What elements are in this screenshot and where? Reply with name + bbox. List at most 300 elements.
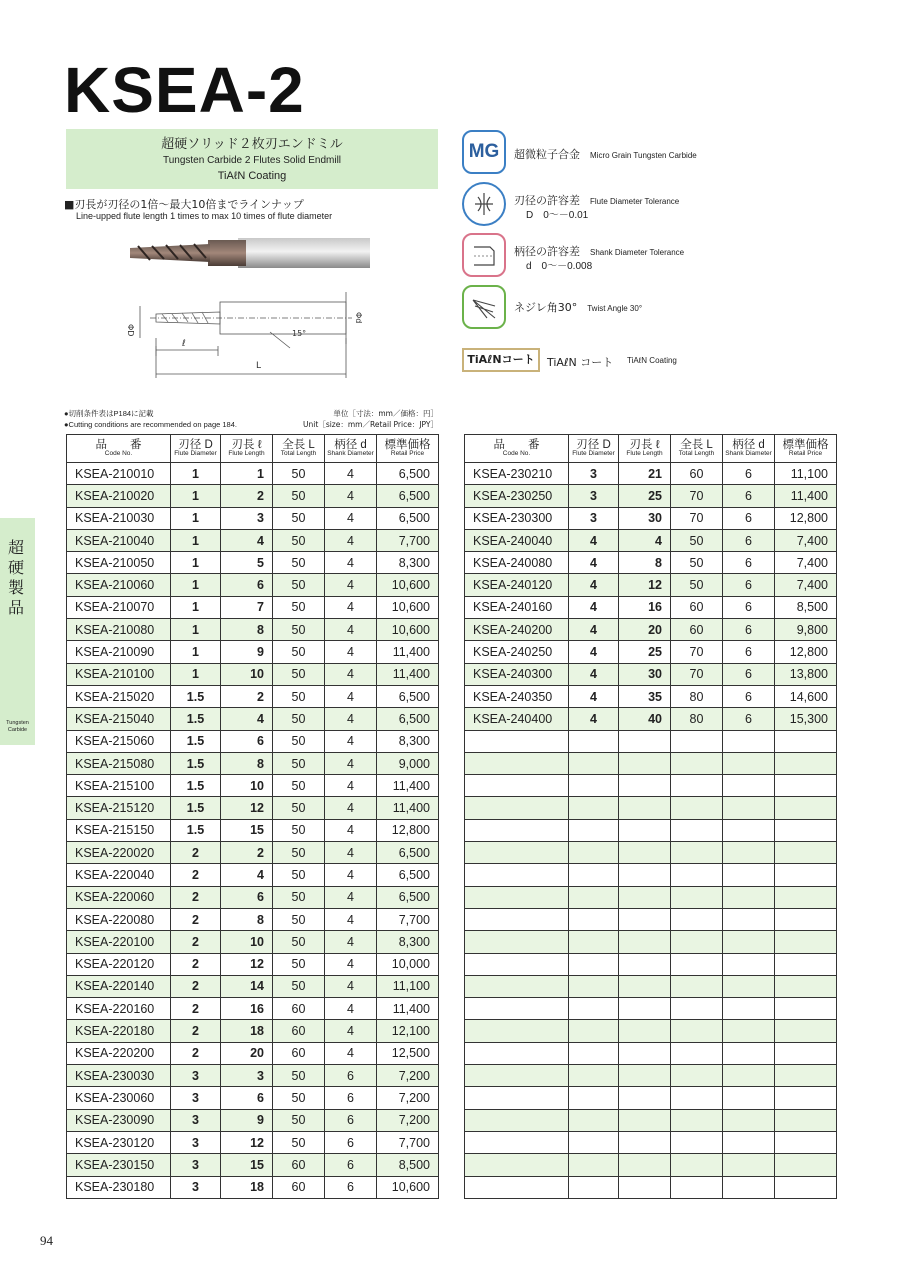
- total-length-cell: 50: [273, 1109, 325, 1131]
- price-cell: 12,800: [775, 641, 837, 663]
- spec-material-jp: 超微粒子合金: [514, 148, 580, 161]
- empty-cell: [465, 1020, 569, 1042]
- label-total-length: L: [256, 361, 262, 371]
- flute-length-cell: 12: [221, 953, 273, 975]
- total-length-cell: 50: [273, 864, 325, 886]
- flute-diameter-cell: 4: [569, 529, 619, 551]
- column-header: [377, 435, 439, 463]
- empty-cell: [569, 1176, 619, 1198]
- column-header-jp: 全長 L: [680, 439, 713, 452]
- flute-length-cell: 8: [221, 908, 273, 930]
- flute-diameter-cell: 2: [171, 953, 221, 975]
- flute-length-cell: 6: [221, 730, 273, 752]
- column-header: [325, 435, 377, 463]
- table-row: [67, 552, 439, 574]
- column-header: [221, 435, 273, 463]
- empty-cell: [465, 730, 569, 752]
- total-length-cell: 70: [671, 507, 723, 529]
- column-header-en: Shank Diameter: [725, 450, 772, 458]
- shank-diameter-cell: 6: [325, 1087, 377, 1109]
- empty-cell: [775, 1131, 837, 1153]
- price-cell: 11,400: [377, 775, 439, 797]
- empty-cell: [569, 775, 619, 797]
- flute-diameter-cell: 1: [171, 552, 221, 574]
- shank-diameter-cell: 6: [723, 485, 775, 507]
- total-length-cell: 50: [273, 1065, 325, 1087]
- empty-cell: [775, 819, 837, 841]
- shank-diameter-cell: 4: [325, 485, 377, 507]
- flute-length-cell: 12: [619, 574, 671, 596]
- total-length-cell: 50: [273, 908, 325, 930]
- table-row: [67, 619, 439, 641]
- flute-length-cell: 15: [221, 1154, 273, 1176]
- column-header: [723, 435, 775, 463]
- flute-diameter-cell: 4: [569, 574, 619, 596]
- code-cell: KSEA-220140: [67, 975, 171, 997]
- label-shank-diameter: Φd: [354, 312, 363, 324]
- table-body-right: [465, 463, 837, 1199]
- table-row: [465, 574, 837, 596]
- flute-length-cell: 6: [221, 574, 273, 596]
- price-cell: 6,500: [377, 864, 439, 886]
- note-en: ●Cutting conditions are recommended on page 184.: [64, 420, 237, 429]
- empty-row: [465, 1020, 837, 1042]
- feature-jp: ■刃長が刃径の1倍～最大10倍までラインナップ: [64, 198, 304, 211]
- empty-cell: [465, 1154, 569, 1176]
- empty-cell: [671, 1087, 723, 1109]
- flute-length-cell: 25: [619, 641, 671, 663]
- total-length-cell: 50: [273, 953, 325, 975]
- flute-diameter-cell: 3: [171, 1109, 221, 1131]
- code-cell: KSEA-230180: [67, 1176, 171, 1198]
- table-row: [67, 975, 439, 997]
- shank-diameter-cell: 4: [325, 507, 377, 529]
- empty-cell: [569, 842, 619, 864]
- twist-angle-svg: [469, 292, 499, 322]
- code-cell: KSEA-220080: [67, 908, 171, 930]
- empty-cell: [671, 775, 723, 797]
- price-cell: 7,200: [377, 1087, 439, 1109]
- code-cell: KSEA-220060: [67, 886, 171, 908]
- total-length-cell: 60: [671, 463, 723, 485]
- code-cell: KSEA-240250: [465, 641, 569, 663]
- table-row: [67, 596, 439, 618]
- endmill-photo: [130, 238, 370, 268]
- table-row: [67, 1176, 439, 1198]
- code-cell: KSEA-220180: [67, 1020, 171, 1042]
- shank-diameter-cell: 4: [325, 552, 377, 574]
- total-length-cell: 50: [273, 886, 325, 908]
- total-length-cell: 70: [671, 485, 723, 507]
- twist-angle-icon: [462, 285, 506, 329]
- price-cell: 11,100: [775, 463, 837, 485]
- flute-length-cell: 5: [221, 552, 273, 574]
- shank-diameter-cell: 4: [325, 1020, 377, 1042]
- code-cell: KSEA-210080: [67, 619, 171, 641]
- total-length-cell: 60: [273, 1042, 325, 1064]
- empty-cell: [465, 819, 569, 841]
- empty-cell: [465, 752, 569, 774]
- column-header-jp: 品 番: [493, 439, 540, 452]
- empty-cell: [465, 797, 569, 819]
- flute-diameter-cell: 1.5: [171, 752, 221, 774]
- empty-row: [465, 775, 837, 797]
- product-banner: [66, 129, 438, 189]
- coating-jp: TiAℓN コート: [547, 356, 614, 369]
- empty-cell: [775, 730, 837, 752]
- empty-cell: [569, 1042, 619, 1064]
- empty-row: [465, 1154, 837, 1176]
- code-cell: KSEA-230150: [67, 1154, 171, 1176]
- column-header-jp: 柄径 d: [732, 439, 765, 452]
- flute-diameter-cell: 3: [569, 485, 619, 507]
- flute-length-cell: 16: [221, 998, 273, 1020]
- price-cell: 6,500: [377, 708, 439, 730]
- flute-length-cell: 9: [221, 1109, 273, 1131]
- total-length-cell: 70: [671, 641, 723, 663]
- flute-diameter-cell: 4: [569, 552, 619, 574]
- code-cell: KSEA-220160: [67, 998, 171, 1020]
- total-length-cell: 50: [273, 507, 325, 529]
- total-length-cell: 80: [671, 685, 723, 707]
- table-row: [67, 998, 439, 1020]
- table-row: [67, 1065, 439, 1087]
- flute-diameter-cell: 4: [569, 619, 619, 641]
- empty-row: [465, 752, 837, 774]
- empty-cell: [619, 1109, 671, 1131]
- empty-cell: [671, 1109, 723, 1131]
- price-cell: 6,500: [377, 463, 439, 485]
- table-row: [67, 529, 439, 551]
- empty-cell: [723, 998, 775, 1020]
- empty-row: [465, 842, 837, 864]
- total-length-cell: 50: [273, 797, 325, 819]
- code-cell: KSEA-240350: [465, 685, 569, 707]
- shank-diameter-cell: 4: [325, 998, 377, 1020]
- empty-cell: [619, 730, 671, 752]
- spec-shank-tolerance-en: Shank Diameter Tolerance: [590, 248, 685, 257]
- table-row: [67, 752, 439, 774]
- empty-cell: [775, 752, 837, 774]
- price-cell: 7,200: [377, 1109, 439, 1131]
- empty-cell: [671, 752, 723, 774]
- flute-length-cell: 3: [221, 507, 273, 529]
- empty-cell: [619, 1042, 671, 1064]
- flute-length-cell: 3: [221, 1065, 273, 1087]
- total-length-cell: 50: [273, 552, 325, 574]
- empty-cell: [465, 1065, 569, 1087]
- price-cell: 7,400: [775, 552, 837, 574]
- empty-cell: [619, 931, 671, 953]
- empty-cell: [671, 1042, 723, 1064]
- table-row: [67, 507, 439, 529]
- empty-cell: [671, 1065, 723, 1087]
- column-header: [171, 435, 221, 463]
- shank-diameter-cell: 6: [325, 1154, 377, 1176]
- shank-tolerance-svg: [470, 241, 498, 269]
- code-cell: KSEA-230210: [465, 463, 569, 485]
- total-length-cell: 50: [273, 463, 325, 485]
- flute-length-cell: 1: [221, 463, 273, 485]
- empty-cell: [671, 908, 723, 930]
- spec-shank-tolerance-jp: 柄径の許容差: [514, 245, 580, 258]
- total-length-cell: 60: [273, 1154, 325, 1176]
- total-length-cell: 50: [273, 708, 325, 730]
- price-cell: 11,400: [377, 641, 439, 663]
- empty-cell: [723, 775, 775, 797]
- code-cell: KSEA-210010: [67, 463, 171, 485]
- empty-cell: [465, 775, 569, 797]
- empty-cell: [619, 752, 671, 774]
- empty-cell: [775, 886, 837, 908]
- empty-cell: [775, 1154, 837, 1176]
- code-cell: KSEA-230120: [67, 1131, 171, 1153]
- flute-length-cell: 6: [221, 1087, 273, 1109]
- column-header-en: Total Length: [280, 450, 317, 458]
- table-row: [67, 775, 439, 797]
- flute-length-cell: 21: [619, 463, 671, 485]
- flute-diameter-cell: 2: [171, 1020, 221, 1042]
- units: [300, 408, 438, 430]
- table-row: [67, 574, 439, 596]
- flute-length-cell: 35: [619, 685, 671, 707]
- price-cell: 7,200: [377, 1065, 439, 1087]
- flute-diameter-cell: 2: [171, 975, 221, 997]
- code-cell: KSEA-215150: [67, 819, 171, 841]
- flute-length-cell: 8: [221, 752, 273, 774]
- total-length-cell: 50: [273, 931, 325, 953]
- shank-diameter-cell: 4: [325, 641, 377, 663]
- spec-material-en: Micro Grain Tungsten Carbide: [590, 151, 697, 160]
- empty-cell: [569, 1065, 619, 1087]
- table-row: [67, 708, 439, 730]
- spec-twist-angle-en: Twist Angle 30°: [587, 304, 643, 313]
- flute-length-cell: 40: [619, 708, 671, 730]
- shank-diameter-cell: 6: [723, 641, 775, 663]
- flute-length-cell: 10: [221, 931, 273, 953]
- empty-cell: [723, 730, 775, 752]
- flute-length-cell: 20: [619, 619, 671, 641]
- shank-diameter-cell: 4: [325, 596, 377, 618]
- empty-cell: [619, 864, 671, 886]
- column-header-en: Flute Diameter: [174, 450, 217, 458]
- empty-row: [465, 1087, 837, 1109]
- shank-diameter-cell: 6: [723, 574, 775, 596]
- flute-length-cell: 4: [221, 529, 273, 551]
- flute-length-cell: 12: [221, 1131, 273, 1153]
- empty-cell: [465, 998, 569, 1020]
- total-length-cell: 50: [273, 485, 325, 507]
- empty-cell: [671, 1131, 723, 1153]
- total-length-cell: 50: [273, 1087, 325, 1109]
- code-cell: KSEA-210040: [67, 529, 171, 551]
- flute-length-cell: 25: [619, 485, 671, 507]
- table-row: [67, 685, 439, 707]
- total-length-cell: 50: [671, 529, 723, 551]
- total-length-cell: 50: [273, 730, 325, 752]
- empty-cell: [723, 1042, 775, 1064]
- total-length-cell: 50: [671, 574, 723, 596]
- empty-cell: [569, 886, 619, 908]
- empty-cell: [465, 842, 569, 864]
- empty-cell: [723, 752, 775, 774]
- shank-diameter-cell: 6: [325, 1065, 377, 1087]
- banner-en: Tungsten Carbide 2 Flutes Solid Endmill: [162, 155, 342, 166]
- column-header: [619, 435, 671, 463]
- flute-diameter-cell: 4: [569, 685, 619, 707]
- flute-length-cell: 4: [221, 708, 273, 730]
- shank-diameter-cell: 6: [723, 529, 775, 551]
- coating-badge: TiAℓNコート: [462, 348, 540, 372]
- table-row: [465, 552, 837, 574]
- flute-diameter-cell: 1: [171, 529, 221, 551]
- empty-cell: [671, 1154, 723, 1176]
- total-length-cell: 60: [273, 998, 325, 1020]
- code-cell: KSEA-220100: [67, 931, 171, 953]
- empty-cell: [671, 931, 723, 953]
- price-cell: 9,800: [775, 619, 837, 641]
- table-row: [67, 797, 439, 819]
- column-header-jp: 柄径 d: [334, 439, 367, 452]
- unit-jp: 単位［寸法：mm／価格：円］: [333, 409, 438, 418]
- flute-length-cell: 6: [221, 886, 273, 908]
- empty-cell: [465, 1131, 569, 1153]
- flute-length-cell: 10: [221, 775, 273, 797]
- column-header-en: Flute Length: [626, 450, 663, 458]
- code-cell: KSEA-210090: [67, 641, 171, 663]
- code-cell: KSEA-210060: [67, 574, 171, 596]
- empty-cell: [723, 1020, 775, 1042]
- empty-cell: [775, 1020, 837, 1042]
- spec-twist-angle-jp: ネジレ角30°: [514, 301, 578, 314]
- spec-flute-tolerance-en: Flute Diameter Tolerance: [590, 197, 680, 206]
- table-row: [465, 708, 837, 730]
- flute-diameter-cell: 1.5: [171, 819, 221, 841]
- code-cell: KSEA-215020: [67, 685, 171, 707]
- total-length-cell: 50: [273, 842, 325, 864]
- code-cell: KSEA-240040: [465, 529, 569, 551]
- price-cell: 7,700: [377, 529, 439, 551]
- shank-diameter-cell: 4: [325, 1042, 377, 1064]
- empty-cell: [465, 1087, 569, 1109]
- flute-diameter-cell: 3: [171, 1176, 221, 1198]
- table-row: [67, 485, 439, 507]
- side-tab-jp: 超硬製品: [8, 538, 25, 617]
- flute-diameter-cell: 3: [171, 1154, 221, 1176]
- flute-length-cell: 30: [619, 663, 671, 685]
- empty-cell: [619, 842, 671, 864]
- flute-length-cell: 10: [221, 663, 273, 685]
- empty-cell: [465, 886, 569, 908]
- table-row: [67, 1131, 439, 1153]
- empty-row: [465, 931, 837, 953]
- price-cell: 13,800: [775, 663, 837, 685]
- flute-diameter-cell: 4: [569, 708, 619, 730]
- empty-cell: [465, 975, 569, 997]
- total-length-cell: 50: [273, 619, 325, 641]
- total-length-cell: 70: [671, 663, 723, 685]
- table-header-row: [465, 435, 837, 463]
- price-cell: 12,800: [377, 819, 439, 841]
- side-tab-en: Tungsten Carbide: [6, 720, 29, 733]
- empty-row: [465, 819, 837, 841]
- empty-cell: [569, 752, 619, 774]
- flute-length-cell: 16: [619, 596, 671, 618]
- flute-diameter-cell: 3: [569, 507, 619, 529]
- table-row: [465, 619, 837, 641]
- table-row: [67, 931, 439, 953]
- code-cell: KSEA-210030: [67, 507, 171, 529]
- micro-grain-icon-text: MG: [468, 141, 500, 162]
- empty-cell: [775, 797, 837, 819]
- flute-diameter-cell: 4: [569, 663, 619, 685]
- empty-row: [465, 730, 837, 752]
- empty-row: [465, 998, 837, 1020]
- column-header: [67, 435, 171, 463]
- shank-diameter-cell: 6: [723, 708, 775, 730]
- empty-cell: [775, 864, 837, 886]
- shank-diameter-cell: 4: [325, 864, 377, 886]
- flute-length-cell: 4: [221, 864, 273, 886]
- empty-cell: [723, 864, 775, 886]
- flute-length-cell: 30: [619, 507, 671, 529]
- code-cell: KSEA-215080: [67, 752, 171, 774]
- empty-cell: [775, 931, 837, 953]
- price-cell: 8,300: [377, 730, 439, 752]
- total-length-cell: 50: [273, 819, 325, 841]
- table-row: [67, 842, 439, 864]
- empty-cell: [723, 953, 775, 975]
- empty-cell: [569, 730, 619, 752]
- price-cell: 14,600: [775, 685, 837, 707]
- empty-cell: [465, 931, 569, 953]
- shank-diameter-cell: 4: [325, 953, 377, 975]
- shank-diameter-cell: 4: [325, 529, 377, 551]
- empty-cell: [569, 998, 619, 1020]
- empty-cell: [723, 1131, 775, 1153]
- column-header-en: Code No.: [104, 450, 133, 458]
- table-row: [67, 641, 439, 663]
- empty-cell: [619, 775, 671, 797]
- code-cell: KSEA-240300: [465, 663, 569, 685]
- price-cell: 8,300: [377, 931, 439, 953]
- table-row: [67, 864, 439, 886]
- shank-diameter-cell: 6: [723, 663, 775, 685]
- flute-tolerance-icon: [462, 182, 506, 226]
- price-cell: 7,700: [377, 1131, 439, 1153]
- flute-diameter-cell: 1: [171, 596, 221, 618]
- empty-cell: [465, 1042, 569, 1064]
- spec-flute-tolerance-value: D 0～－0.01: [526, 210, 589, 221]
- column-header: [671, 435, 723, 463]
- column-header: [569, 435, 619, 463]
- shank-diameter-cell: 4: [325, 931, 377, 953]
- flute-length-cell: 7: [221, 596, 273, 618]
- empty-row: [465, 1131, 837, 1153]
- table-row: [67, 663, 439, 685]
- price-cell: 10,600: [377, 619, 439, 641]
- empty-cell: [671, 819, 723, 841]
- table-row: [465, 641, 837, 663]
- label-angle: 15°: [292, 329, 307, 338]
- price-cell: 6,500: [377, 485, 439, 507]
- shank-diameter-cell: 4: [325, 775, 377, 797]
- price-cell: 11,100: [377, 975, 439, 997]
- flute-length-cell: 15: [221, 819, 273, 841]
- empty-cell: [619, 1020, 671, 1042]
- shank-diameter-cell: 4: [325, 908, 377, 930]
- total-length-cell: 50: [273, 1131, 325, 1153]
